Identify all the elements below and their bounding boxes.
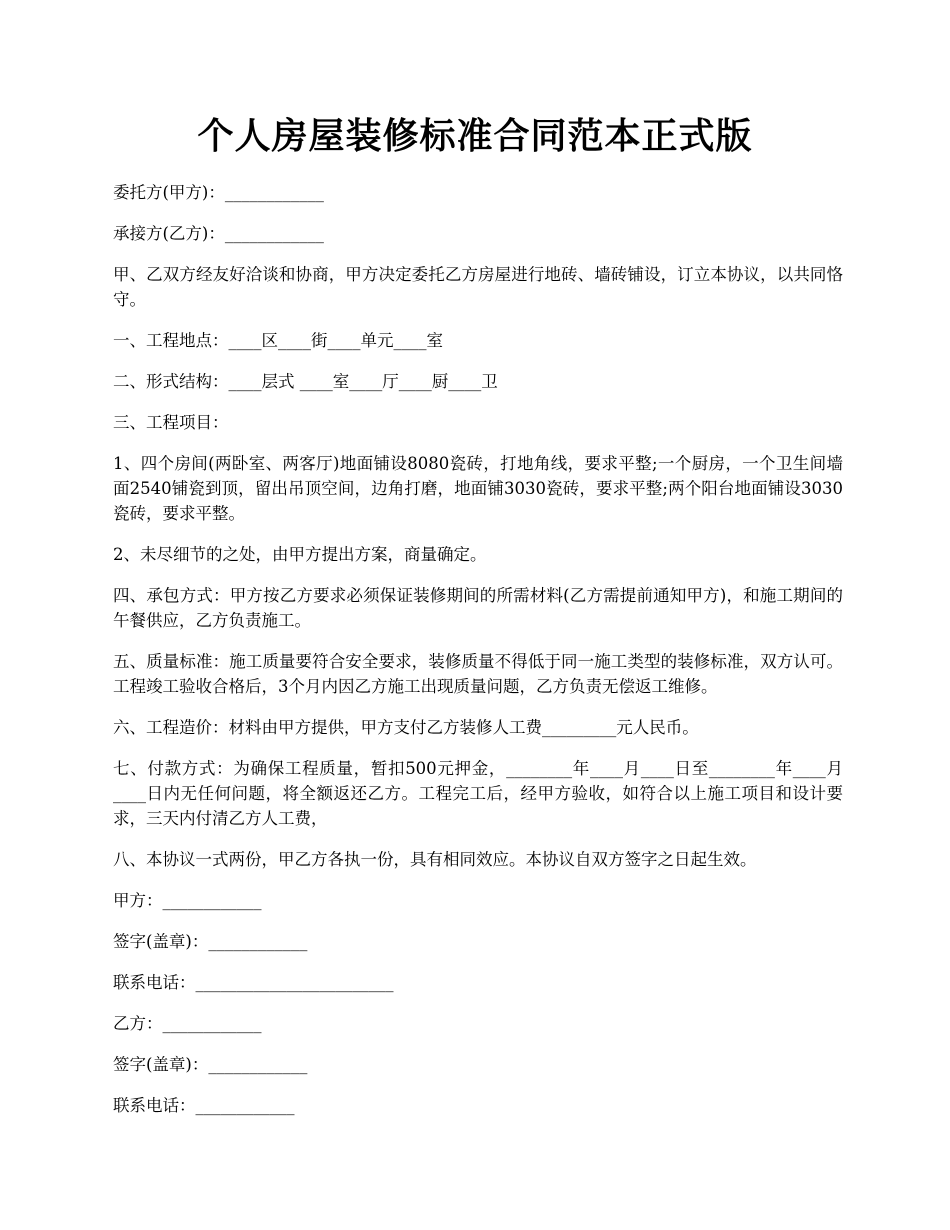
clause-item-1: 1、四个房间(两卧室、两客厅)地面铺设8080瓷砖，打地角线，要求平整;一个厨房，一个卫生间墙面2540铺瓷到顶，留出吊顶空间，边角打磨，地面铺3030瓷砖，要求平整;两个阳台地面铺设3030瓷砖，要求平整。	[113, 454, 843, 523]
clause-contract-method: 四、承包方式：甲方按乙方要求必须保证装修期间的所需材料(乙方需提前通知甲方)，和施工期间的午餐供应，乙方负责施工。	[113, 586, 843, 630]
clause-structure: 二、形式结构：____层式 ____室____厅____厨____卫	[113, 372, 498, 391]
clause-cost: 六、工程造价：材料由甲方提供，甲方支付乙方装修人工费_________元人民币。	[113, 718, 699, 737]
clause-quality: 五、质量标准：施工质量要符合安全要求，装修质量不得低于同一施工类型的装修标准，双方认可。工程竣工验收合格后，3个月内因乙方施工出现质量问题，乙方负责无偿返工维修。	[113, 652, 843, 696]
document-title: 个人房屋装修标准合同范本正式版	[197, 115, 753, 157]
clause-copies: 八、本协议一式两份，甲乙方各执一份，具有相同效应。本协议自双方签字之日起生效。	[113, 850, 757, 869]
clause-location: 一、工程地点：____区____街____单元____室	[113, 331, 443, 350]
signature-party-a: 甲方：____________	[113, 891, 262, 910]
clause-payment: 七、付款方式：为确保工程质量，暂扣500元押金，________年____月____日至________年____月____日内无任何问题，将全额返还乙方。工程完工后，经甲方验收，如符合以上施工项目和设计要求，三天内付清乙方人工费，	[113, 759, 843, 828]
party-b-line: 承接方(乙方)：____________	[113, 224, 324, 243]
party-a-line: 委托方(甲方)：____________	[113, 183, 324, 202]
signature-party-b-phone: 联系电话：____________	[113, 1096, 295, 1115]
signature-party-a-phone: 联系电话：________________________	[113, 973, 394, 992]
signature-party-a-seal: 签字(盖章)：____________	[113, 932, 308, 951]
clause-items-heading: 三、工程项目：	[113, 413, 229, 432]
document-body	[113, 180, 843, 1134]
signature-party-b: 乙方：____________	[113, 1014, 262, 1033]
intro-paragraph: 甲、乙双方经友好洽谈和协商，甲方决定委托乙方房屋进行地砖、墙砖铺设，订立本协议，以共同恪守。	[113, 265, 843, 309]
signature-party-b-seal: 签字(盖章)：____________	[113, 1055, 308, 1074]
clause-item-2: 2、未尽细节的之处，由甲方提出方案，商量确定。	[113, 545, 487, 564]
